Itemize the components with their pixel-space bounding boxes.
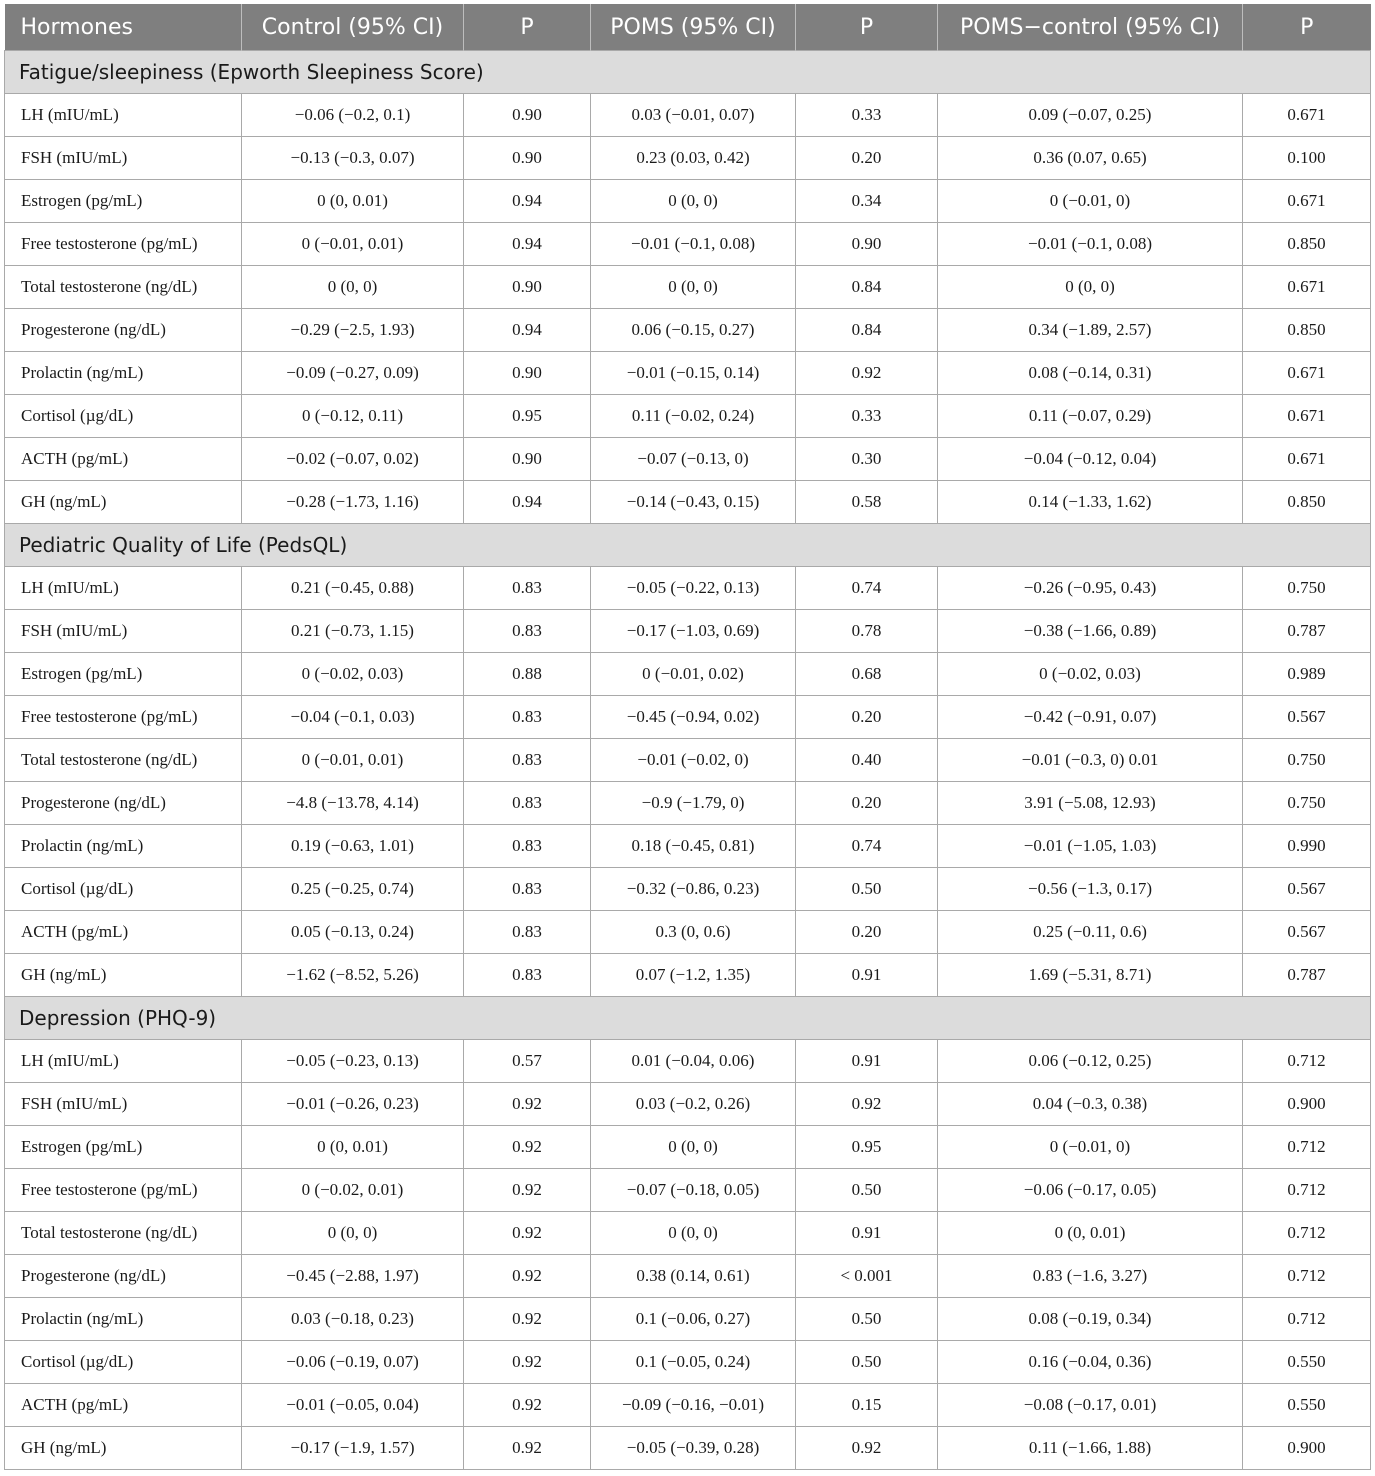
hormone-name-cell: Total testosterone (ng/dL) <box>5 266 242 309</box>
diff-ci-cell: −0.38 (−1.66, 0.89) <box>938 610 1243 653</box>
control-p-cell: 0.83 <box>464 954 591 997</box>
poms-p-cell: 0.91 <box>796 1212 938 1255</box>
control-ci-cell: 0 (−0.02, 0.03) <box>242 653 464 696</box>
table-row <box>5 782 1371 825</box>
table-row <box>5 1212 1371 1255</box>
poms-ci-cell: −0.07 (−0.13, 0) <box>591 438 796 481</box>
control-ci-cell: −0.06 (−0.19, 0.07) <box>242 1341 464 1384</box>
poms-ci-cell: 0.38 (0.14, 0.61) <box>591 1255 796 1298</box>
table-row <box>5 1427 1371 1470</box>
poms-ci-cell: 0 (0, 0) <box>591 180 796 223</box>
hormone-name-cell: Estrogen (pg/mL) <box>5 653 242 696</box>
hormone-name-cell: Progesterone (ng/dL) <box>5 782 242 825</box>
control-p-cell: 0.92 <box>464 1083 591 1126</box>
control-p-cell: 0.92 <box>464 1169 591 1212</box>
poms-ci-cell: 0 (0, 0) <box>591 1212 796 1255</box>
table-row <box>5 1298 1371 1341</box>
diff-ci-cell: 1.69 (−5.31, 8.71) <box>938 954 1243 997</box>
poms-p-cell: 0.20 <box>796 696 938 739</box>
control-ci-cell: 0 (−0.02, 0.01) <box>242 1169 464 1212</box>
hormone-name-cell: GH (ng/mL) <box>5 954 242 997</box>
diff-p-cell: 0.550 <box>1243 1384 1371 1427</box>
poms-p-cell: 0.20 <box>796 911 938 954</box>
diff-p-cell: 0.671 <box>1243 94 1371 137</box>
table-row <box>5 825 1371 868</box>
hormone-name-cell: LH (mIU/mL) <box>5 94 242 137</box>
control-p-cell: 0.83 <box>464 868 591 911</box>
poms-p-cell: 0.20 <box>796 137 938 180</box>
control-ci-cell: −0.17 (−1.9, 1.57) <box>242 1427 464 1470</box>
diff-p-cell: 0.850 <box>1243 481 1371 524</box>
hormone-name-cell: Prolactin (ng/mL) <box>5 1298 242 1341</box>
hormone-name-cell: Prolactin (ng/mL) <box>5 825 242 868</box>
diff-p-cell: 0.750 <box>1243 782 1371 825</box>
diff-p-cell: 0.787 <box>1243 954 1371 997</box>
header-diff-ci: POMS−control (95% CI) <box>938 4 1243 51</box>
poms-ci-cell: −0.32 (−0.86, 0.23) <box>591 868 796 911</box>
diff-p-cell: 0.712 <box>1243 1040 1371 1083</box>
table-row <box>5 1169 1371 1212</box>
control-ci-cell: 0.21 (−0.45, 0.88) <box>242 567 464 610</box>
diff-ci-cell: 0.08 (−0.19, 0.34) <box>938 1298 1243 1341</box>
table-row <box>5 223 1371 266</box>
section-title: Fatigue/sleepiness (Epworth Sleepiness Score) <box>5 51 1371 94</box>
diff-ci-cell: −0.04 (−0.12, 0.04) <box>938 438 1243 481</box>
table-row <box>5 1083 1371 1126</box>
diff-p-cell: 0.750 <box>1243 739 1371 782</box>
control-ci-cell: 0 (0, 0.01) <box>242 180 464 223</box>
poms-ci-cell: 0.23 (0.03, 0.42) <box>591 137 796 180</box>
table-row <box>5 137 1371 180</box>
diff-ci-cell: 3.91 (−5.08, 12.93) <box>938 782 1243 825</box>
control-p-cell: 0.57 <box>464 1040 591 1083</box>
poms-p-cell: 0.90 <box>796 223 938 266</box>
table-row <box>5 567 1371 610</box>
diff-p-cell: 0.567 <box>1243 911 1371 954</box>
table-row <box>5 610 1371 653</box>
control-p-cell: 0.92 <box>464 1298 591 1341</box>
control-ci-cell: −0.01 (−0.05, 0.04) <box>242 1384 464 1427</box>
poms-ci-cell: 0.03 (−0.2, 0.26) <box>591 1083 796 1126</box>
diff-ci-cell: 0.36 (0.07, 0.65) <box>938 137 1243 180</box>
diff-ci-cell: 0 (−0.02, 0.03) <box>938 653 1243 696</box>
diff-p-cell: 0.671 <box>1243 352 1371 395</box>
diff-p-cell: 0.712 <box>1243 1255 1371 1298</box>
control-ci-cell: 0 (−0.01, 0.01) <box>242 739 464 782</box>
poms-ci-cell: −0.09 (−0.16, −0.01) <box>591 1384 796 1427</box>
table-row <box>5 868 1371 911</box>
control-p-cell: 0.92 <box>464 1212 591 1255</box>
control-ci-cell: −0.02 (−0.07, 0.02) <box>242 438 464 481</box>
hormone-name-cell: FSH (mIU/mL) <box>5 610 242 653</box>
poms-p-cell: 0.95 <box>796 1126 938 1169</box>
control-p-cell: 0.90 <box>464 266 591 309</box>
diff-ci-cell: −0.26 (−0.95, 0.43) <box>938 567 1243 610</box>
poms-ci-cell: 0 (0, 0) <box>591 266 796 309</box>
header-poms-ci: POMS (95% CI) <box>591 4 796 51</box>
control-p-cell: 0.94 <box>464 223 591 266</box>
control-ci-cell: 0 (0, 0) <box>242 266 464 309</box>
table-row <box>5 352 1371 395</box>
control-p-cell: 0.92 <box>464 1126 591 1169</box>
hormone-name-cell: LH (mIU/mL) <box>5 1040 242 1083</box>
diff-p-cell: 0.671 <box>1243 438 1371 481</box>
diff-ci-cell: 0.08 (−0.14, 0.31) <box>938 352 1243 395</box>
control-ci-cell: −0.06 (−0.2, 0.1) <box>242 94 464 137</box>
control-p-cell: 0.90 <box>464 137 591 180</box>
poms-ci-cell: 0.1 (−0.05, 0.24) <box>591 1341 796 1384</box>
poms-p-cell: 0.40 <box>796 739 938 782</box>
control-p-cell: 0.90 <box>464 352 591 395</box>
diff-p-cell: 0.712 <box>1243 1126 1371 1169</box>
control-ci-cell: 0 (0, 0) <box>242 1212 464 1255</box>
control-p-cell: 0.83 <box>464 567 591 610</box>
diff-p-cell: 0.989 <box>1243 653 1371 696</box>
control-ci-cell: −0.05 (−0.23, 0.13) <box>242 1040 464 1083</box>
poms-p-cell: 0.92 <box>796 352 938 395</box>
diff-ci-cell: −0.42 (−0.91, 0.07) <box>938 696 1243 739</box>
poms-ci-cell: −0.45 (−0.94, 0.02) <box>591 696 796 739</box>
poms-p-cell: 0.50 <box>796 1298 938 1341</box>
poms-p-cell: 0.84 <box>796 266 938 309</box>
poms-ci-cell: −0.17 (−1.03, 0.69) <box>591 610 796 653</box>
header-poms-p: P <box>796 4 938 51</box>
diff-p-cell: 0.712 <box>1243 1298 1371 1341</box>
control-ci-cell: 0 (−0.12, 0.11) <box>242 395 464 438</box>
table-row <box>5 1255 1371 1298</box>
control-p-cell: 0.83 <box>464 825 591 868</box>
table-row <box>5 94 1371 137</box>
diff-p-cell: 0.671 <box>1243 266 1371 309</box>
hormone-name-cell: GH (ng/mL) <box>5 481 242 524</box>
poms-ci-cell: 0 (−0.01, 0.02) <box>591 653 796 696</box>
diff-ci-cell: 0.25 (−0.11, 0.6) <box>938 911 1243 954</box>
control-p-cell: 0.92 <box>464 1341 591 1384</box>
hormone-name-cell: Cortisol (µg/dL) <box>5 868 242 911</box>
diff-p-cell: 0.850 <box>1243 309 1371 352</box>
poms-p-cell: 0.50 <box>796 1169 938 1212</box>
diff-p-cell: 0.671 <box>1243 395 1371 438</box>
poms-p-cell: 0.15 <box>796 1384 938 1427</box>
diff-p-cell: 0.900 <box>1243 1083 1371 1126</box>
diff-ci-cell: 0.34 (−1.89, 2.57) <box>938 309 1243 352</box>
hormone-name-cell: ACTH (pg/mL) <box>5 1384 242 1427</box>
control-p-cell: 0.83 <box>464 696 591 739</box>
diff-p-cell: 0.990 <box>1243 825 1371 868</box>
control-ci-cell: 0.25 (−0.25, 0.74) <box>242 868 464 911</box>
poms-p-cell: 0.34 <box>796 180 938 223</box>
hormone-name-cell: Cortisol (µg/dL) <box>5 1341 242 1384</box>
diff-ci-cell: 0 (0, 0.01) <box>938 1212 1243 1255</box>
diff-ci-cell: −0.01 (−0.3, 0) 0.01 <box>938 739 1243 782</box>
control-p-cell: 0.94 <box>464 180 591 223</box>
control-ci-cell: 0.19 (−0.63, 1.01) <box>242 825 464 868</box>
diff-ci-cell: −0.56 (−1.3, 0.17) <box>938 868 1243 911</box>
hormone-name-cell: Prolactin (ng/mL) <box>5 352 242 395</box>
diff-ci-cell: 0.04 (−0.3, 0.38) <box>938 1083 1243 1126</box>
diff-ci-cell: 0 (−0.01, 0) <box>938 180 1243 223</box>
poms-ci-cell: 0.18 (−0.45, 0.81) <box>591 825 796 868</box>
hormone-association-table <box>4 4 1371 1470</box>
diff-ci-cell: −0.01 (−1.05, 1.03) <box>938 825 1243 868</box>
control-p-cell: 0.92 <box>464 1427 591 1470</box>
poms-ci-cell: 0.01 (−0.04, 0.06) <box>591 1040 796 1083</box>
section-title: Pediatric Quality of Life (PedsQL) <box>5 524 1371 567</box>
table-body <box>5 51 1371 1470</box>
hormone-name-cell: Total testosterone (ng/dL) <box>5 1212 242 1255</box>
hormone-name-cell: LH (mIU/mL) <box>5 567 242 610</box>
control-ci-cell: 0.21 (−0.73, 1.15) <box>242 610 464 653</box>
diff-p-cell: 0.100 <box>1243 137 1371 180</box>
diff-ci-cell: 0.11 (−1.66, 1.88) <box>938 1427 1243 1470</box>
hormone-name-cell: Free testosterone (pg/mL) <box>5 1169 242 1212</box>
control-ci-cell: −0.13 (−0.3, 0.07) <box>242 137 464 180</box>
hormone-name-cell: ACTH (pg/mL) <box>5 911 242 954</box>
control-p-cell: 0.83 <box>464 739 591 782</box>
table-row <box>5 954 1371 997</box>
control-p-cell: 0.83 <box>464 911 591 954</box>
diff-ci-cell: 0 (0, 0) <box>938 266 1243 309</box>
poms-p-cell: 0.30 <box>796 438 938 481</box>
poms-p-cell: 0.58 <box>796 481 938 524</box>
table-row <box>5 395 1371 438</box>
control-ci-cell: −0.09 (−0.27, 0.09) <box>242 352 464 395</box>
control-ci-cell: −4.8 (−13.78, 4.14) <box>242 782 464 825</box>
poms-ci-cell: −0.14 (−0.43, 0.15) <box>591 481 796 524</box>
poms-p-cell: 0.50 <box>796 868 938 911</box>
diff-p-cell: 0.712 <box>1243 1169 1371 1212</box>
table-row <box>5 438 1371 481</box>
diff-p-cell: 0.900 <box>1243 1427 1371 1470</box>
header-control-p: P <box>464 4 591 51</box>
control-p-cell: 0.83 <box>464 782 591 825</box>
poms-ci-cell: −0.9 (−1.79, 0) <box>591 782 796 825</box>
hormone-name-cell: Total testosterone (ng/dL) <box>5 739 242 782</box>
control-p-cell: 0.90 <box>464 94 591 137</box>
hormone-name-cell: Estrogen (pg/mL) <box>5 180 242 223</box>
poms-p-cell: 0.20 <box>796 782 938 825</box>
control-p-cell: 0.92 <box>464 1384 591 1427</box>
poms-ci-cell: 0.06 (−0.15, 0.27) <box>591 309 796 352</box>
table-row <box>5 481 1371 524</box>
poms-ci-cell: −0.05 (−0.39, 0.28) <box>591 1427 796 1470</box>
diff-ci-cell: −0.06 (−0.17, 0.05) <box>938 1169 1243 1212</box>
poms-ci-cell: 0.03 (−0.01, 0.07) <box>591 94 796 137</box>
poms-ci-cell: 0.11 (−0.02, 0.24) <box>591 395 796 438</box>
section-title: Depression (PHQ-9) <box>5 997 1371 1040</box>
diff-p-cell: 0.712 <box>1243 1212 1371 1255</box>
control-p-cell: 0.92 <box>464 1255 591 1298</box>
diff-p-cell: 0.671 <box>1243 180 1371 223</box>
table-row <box>5 1341 1371 1384</box>
poms-p-cell: < 0.001 <box>796 1255 938 1298</box>
diff-p-cell: 0.550 <box>1243 1341 1371 1384</box>
hormone-name-cell: ACTH (pg/mL) <box>5 438 242 481</box>
table-row <box>5 739 1371 782</box>
hormone-name-cell: Free testosterone (pg/mL) <box>5 696 242 739</box>
control-ci-cell: −0.01 (−0.26, 0.23) <box>242 1083 464 1126</box>
poms-p-cell: 0.74 <box>796 567 938 610</box>
hormone-name-cell: FSH (mIU/mL) <box>5 1083 242 1126</box>
diff-ci-cell: −0.08 (−0.17, 0.01) <box>938 1384 1243 1427</box>
table-row <box>5 1040 1371 1083</box>
section-header-row <box>5 524 1371 567</box>
diff-ci-cell: 0 (−0.01, 0) <box>938 1126 1243 1169</box>
hormone-name-cell: Progesterone (ng/dL) <box>5 309 242 352</box>
poms-p-cell: 0.50 <box>796 1341 938 1384</box>
poms-p-cell: 0.91 <box>796 954 938 997</box>
control-ci-cell: −0.45 (−2.88, 1.97) <box>242 1255 464 1298</box>
poms-ci-cell: 0.3 (0, 0.6) <box>591 911 796 954</box>
poms-p-cell: 0.74 <box>796 825 938 868</box>
poms-ci-cell: −0.05 (−0.22, 0.13) <box>591 567 796 610</box>
diff-p-cell: 0.750 <box>1243 567 1371 610</box>
poms-ci-cell: 0.1 (−0.06, 0.27) <box>591 1298 796 1341</box>
control-ci-cell: −0.04 (−0.1, 0.03) <box>242 696 464 739</box>
table-header-row <box>5 4 1371 51</box>
poms-p-cell: 0.68 <box>796 653 938 696</box>
control-ci-cell: 0.05 (−0.13, 0.24) <box>242 911 464 954</box>
control-ci-cell: 0.03 (−0.18, 0.23) <box>242 1298 464 1341</box>
control-p-cell: 0.90 <box>464 438 591 481</box>
table-row <box>5 309 1371 352</box>
table-row <box>5 696 1371 739</box>
control-p-cell: 0.83 <box>464 610 591 653</box>
header-hormones: Hormones <box>5 4 242 51</box>
table-row <box>5 180 1371 223</box>
diff-p-cell: 0.787 <box>1243 610 1371 653</box>
table-row <box>5 266 1371 309</box>
diff-p-cell: 0.567 <box>1243 696 1371 739</box>
table-row <box>5 1384 1371 1427</box>
poms-p-cell: 0.91 <box>796 1040 938 1083</box>
control-p-cell: 0.95 <box>464 395 591 438</box>
table-row <box>5 911 1371 954</box>
control-ci-cell: −0.29 (−2.5, 1.93) <box>242 309 464 352</box>
poms-ci-cell: −0.01 (−0.15, 0.14) <box>591 352 796 395</box>
hormone-name-cell: GH (ng/mL) <box>5 1427 242 1470</box>
poms-p-cell: 0.78 <box>796 610 938 653</box>
hormone-name-cell: Free testosterone (pg/mL) <box>5 223 242 266</box>
poms-p-cell: 0.84 <box>796 309 938 352</box>
hormone-name-cell: Estrogen (pg/mL) <box>5 1126 242 1169</box>
control-p-cell: 0.88 <box>464 653 591 696</box>
diff-ci-cell: 0.14 (−1.33, 1.62) <box>938 481 1243 524</box>
poms-ci-cell: 0 (0, 0) <box>591 1126 796 1169</box>
poms-ci-cell: −0.07 (−0.18, 0.05) <box>591 1169 796 1212</box>
control-p-cell: 0.94 <box>464 481 591 524</box>
poms-ci-cell: −0.01 (−0.1, 0.08) <box>591 223 796 266</box>
header-control-ci: Control (95% CI) <box>242 4 464 51</box>
control-ci-cell: 0 (0, 0.01) <box>242 1126 464 1169</box>
diff-ci-cell: 0.06 (−0.12, 0.25) <box>938 1040 1243 1083</box>
hormone-name-cell: Cortisol (µg/dL) <box>5 395 242 438</box>
poms-ci-cell: −0.01 (−0.02, 0) <box>591 739 796 782</box>
table-row <box>5 653 1371 696</box>
poms-p-cell: 0.92 <box>796 1083 938 1126</box>
poms-p-cell: 0.33 <box>796 395 938 438</box>
section-header-row <box>5 997 1371 1040</box>
diff-ci-cell: 0.09 (−0.07, 0.25) <box>938 94 1243 137</box>
hormone-name-cell: Progesterone (ng/dL) <box>5 1255 242 1298</box>
diff-ci-cell: 0.16 (−0.04, 0.36) <box>938 1341 1243 1384</box>
hormone-name-cell: FSH (mIU/mL) <box>5 137 242 180</box>
poms-p-cell: 0.33 <box>796 94 938 137</box>
diff-ci-cell: 0.11 (−0.07, 0.29) <box>938 395 1243 438</box>
diff-p-cell: 0.567 <box>1243 868 1371 911</box>
diff-ci-cell: 0.83 (−1.6, 3.27) <box>938 1255 1243 1298</box>
diff-p-cell: 0.850 <box>1243 223 1371 266</box>
header-diff-p: P <box>1243 4 1371 51</box>
control-ci-cell: −0.28 (−1.73, 1.16) <box>242 481 464 524</box>
diff-ci-cell: −0.01 (−0.1, 0.08) <box>938 223 1243 266</box>
control-p-cell: 0.94 <box>464 309 591 352</box>
poms-p-cell: 0.92 <box>796 1427 938 1470</box>
table-row <box>5 1126 1371 1169</box>
section-header-row <box>5 51 1371 94</box>
control-ci-cell: 0 (−0.01, 0.01) <box>242 223 464 266</box>
control-ci-cell: −1.62 (−8.52, 5.26) <box>242 954 464 997</box>
poms-ci-cell: 0.07 (−1.2, 1.35) <box>591 954 796 997</box>
